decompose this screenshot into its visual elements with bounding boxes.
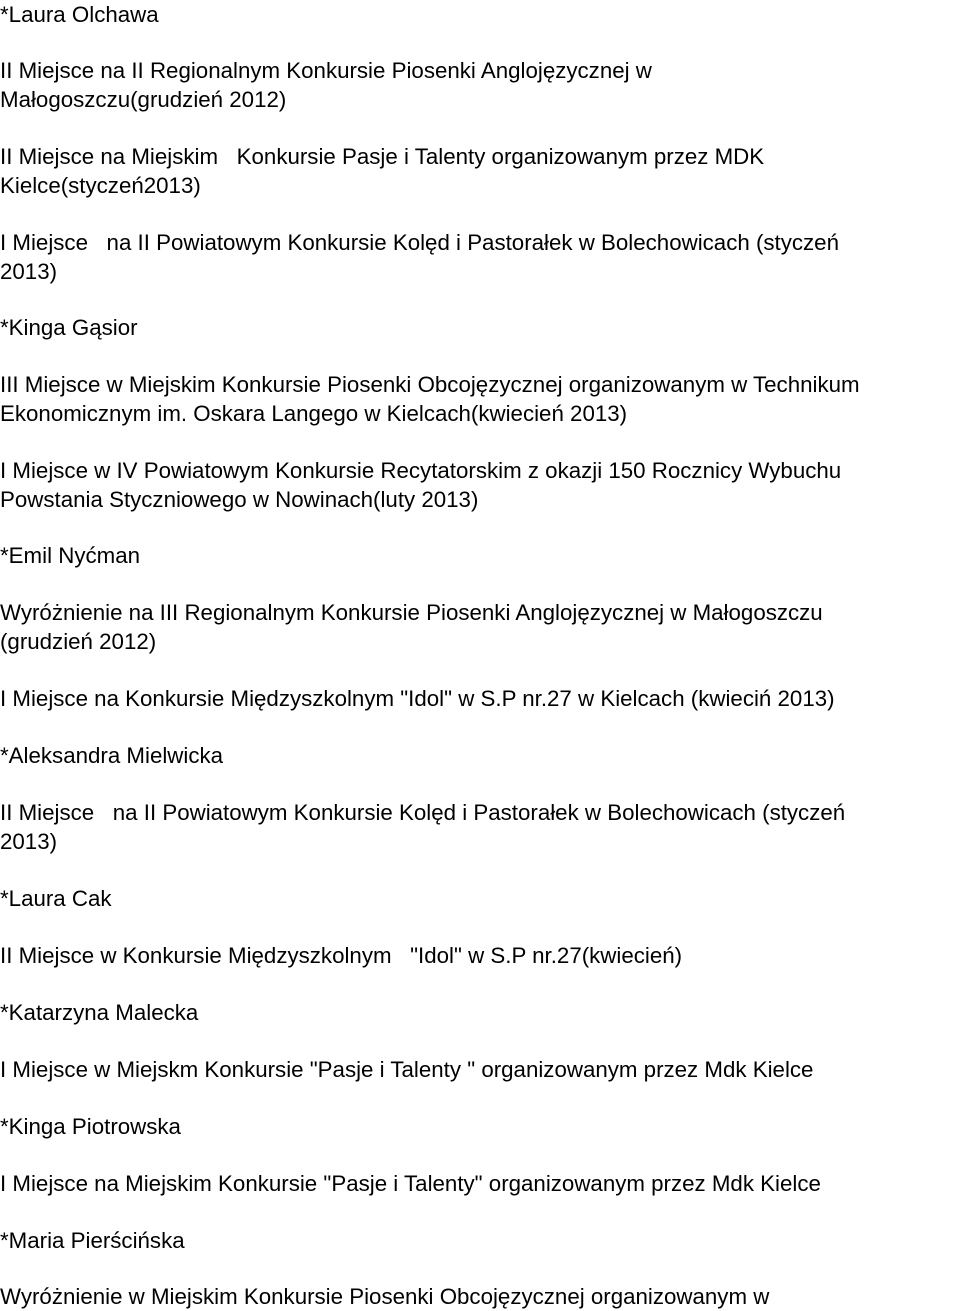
award-line: II Miejsce na Miejskim Konkursie Pasje i Talenty organizowanym przez MDK: [0, 144, 765, 169]
student-name-laura-cak: *Laura Cak: [0, 886, 112, 911]
award-line: Ekonomicznym im. Oskara Langego w Kielcach(kwiecień 2013): [0, 401, 628, 426]
student-name-laura-olchawa: *Laura Olchawa: [0, 2, 159, 27]
award-line: III Miejsce w Miejskim Konkursie Piosenki Obcojęzycznej organizowanym w Technikum: [0, 372, 860, 397]
award-line: Kielce(styczeń2013): [0, 173, 201, 198]
award-line: I Miejsce w IV Powiatowym Konkursie Recytatorskim z okazji 150 Rocznicy Wybuchu: [0, 458, 842, 483]
student-name-kinga-gasior: *Kinga Gąsior: [0, 315, 138, 340]
award-line: Wyróżnienie na III Regionalnym Konkursie Piosenki Anglojęzycznej w Małogoszczu: [0, 600, 823, 625]
award-line: II Miejsce na II Powiatowym Konkursie Kolęd i Pastorałek w Bolechowicach (styczeń: [0, 800, 846, 825]
award-line: Wyróżnienie w Miejskim Konkursie Piosenki Obcojęzycznej organizowanym w: [0, 1284, 770, 1309]
student-name-emil-nycman: *Emil Nyćman: [0, 543, 140, 568]
award-line: II Miejsce na II Regionalnym Konkursie Piosenki Anglojęzycznej w: [0, 58, 652, 83]
award-line: II Miejsce w Konkursie Międzyszkolnym "Idol" w S.P nr.27(kwiecień): [0, 943, 683, 968]
student-name-kinga-piotrowska: *Kinga Piotrowska: [0, 1114, 181, 1139]
award-line: 2013): [0, 259, 58, 284]
award-line: 2013): [0, 829, 58, 854]
student-name-aleksandra-mielwicka: *Aleksandra Mielwicka: [0, 743, 224, 768]
award-line: I Miejsce na Miejskim Konkursie "Pasje i Talenty" organizowanym przez Mdk Kielce: [0, 1171, 821, 1196]
award-line: I Miejsce w Miejskm Konkursie "Pasje i Talenty " organizowanym przez Mdk Kielce: [0, 1057, 814, 1082]
award-line: I Miejsce na Konkursie Międzyszkolnym "Idol" w S.P nr.27 w Kielcach (kwieciń 2013): [0, 686, 835, 711]
award-line: I Miejsce na II Powiatowym Konkursie Kolęd i Pastorałek w Bolechowicach (styczeń: [0, 230, 839, 255]
student-name-maria-pierscinska: *Maria Pierścińska: [0, 1228, 185, 1253]
award-line: Powstania Styczniowego w Nowinach(luty 2013): [0, 487, 479, 512]
student-name-katarzyna-malecka: *Katarzyna Malecka: [0, 1000, 199, 1025]
award-line: (grudzień 2012): [0, 629, 157, 654]
award-line: Małogoszczu(grudzień 2012): [0, 87, 287, 112]
